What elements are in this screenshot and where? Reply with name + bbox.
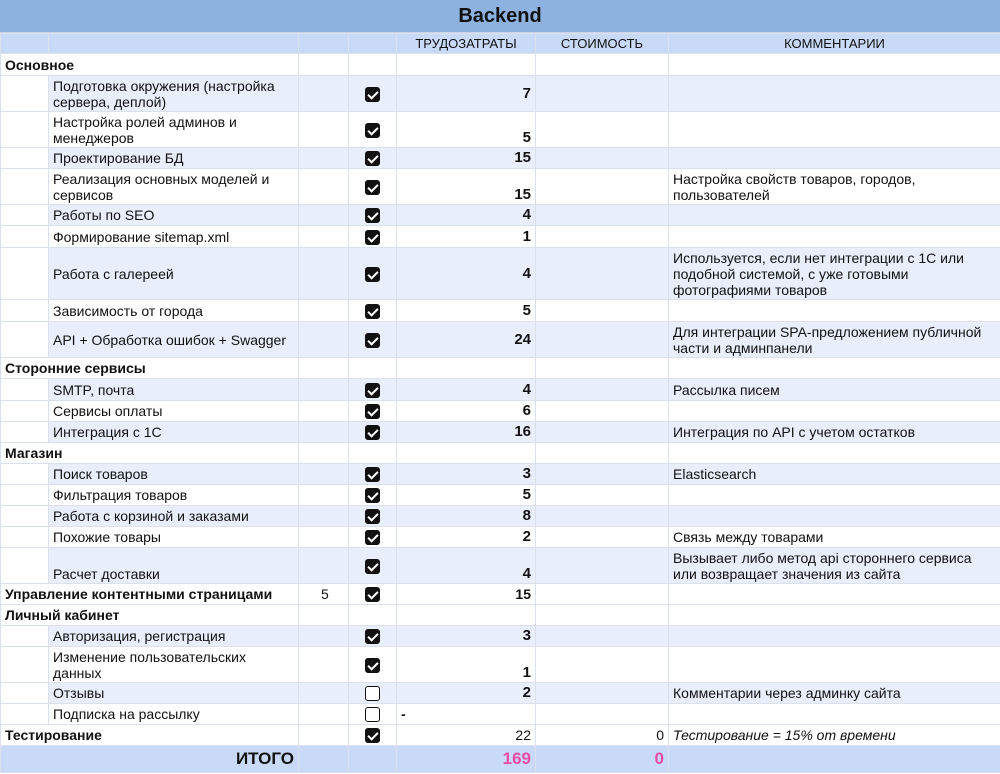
task-comment[interactable] [669, 647, 1000, 683]
task-hours[interactable]: 15 [397, 148, 536, 169]
task-comment[interactable]: Комментарии через админку сайта [669, 683, 1000, 704]
table-row [1, 485, 1000, 506]
table-row [1, 422, 1000, 443]
header-row [1, 34, 1000, 54]
checkbox-checked[interactable] [365, 559, 380, 574]
task-hours[interactable]: 4 [397, 379, 536, 401]
task-name[interactable]: Реализация основных моделей и сервисов [49, 169, 299, 205]
task-name[interactable]: Работа с корзиной и заказами [49, 506, 299, 527]
checkbox-checked[interactable] [365, 304, 380, 319]
checkbox-checked[interactable] [365, 230, 380, 245]
task-name[interactable]: Подготовка окружения (настройка сервера, деплой) [49, 76, 299, 112]
task-hours[interactable]: 2 [397, 527, 536, 548]
task-comment[interactable] [669, 76, 1000, 112]
table-row [1, 683, 1000, 704]
task-hours[interactable]: 8 [397, 506, 536, 527]
checkbox-checked[interactable] [365, 587, 380, 602]
checkbox-checked[interactable] [365, 267, 380, 282]
table-row [1, 548, 1000, 584]
task-hours[interactable]: 5 [397, 485, 536, 506]
task-hours[interactable]: 1 [397, 226, 536, 248]
pages-count[interactable]: 5 [299, 584, 349, 605]
checkbox-checked[interactable] [365, 467, 380, 482]
task-name[interactable]: Сервисы оплаты [49, 401, 299, 422]
task-comment[interactable] [669, 112, 1000, 148]
table-row [1, 379, 1000, 401]
checkbox-checked[interactable] [365, 658, 380, 673]
total-cost[interactable]: 0 [536, 746, 669, 773]
table-row [1, 647, 1000, 683]
header-comments[interactable]: КОММЕНТАРИИ [669, 34, 1000, 54]
task-hours[interactable]: 16 [397, 422, 536, 443]
checkbox-checked[interactable] [365, 425, 380, 440]
task-name[interactable]: Формирование sitemap.xml [49, 226, 299, 248]
task-comment[interactable]: Используется, если нет интеграции с 1С или подобной системой, с уже готовыми фотографиями товаров [669, 248, 1000, 300]
task-name[interactable]: Работа с галереей [49, 248, 299, 300]
task-name[interactable]: Отзывы [49, 683, 299, 704]
task-name[interactable]: Работы по SEO [49, 205, 299, 226]
task-hours[interactable]: 2 [397, 683, 536, 704]
table-row [1, 226, 1000, 248]
checkbox-checked[interactable] [365, 509, 380, 524]
section-row [1, 584, 1000, 605]
checkbox-checked[interactable] [365, 123, 380, 138]
checkbox-checked[interactable] [365, 728, 380, 743]
checkbox-checked[interactable] [365, 383, 380, 398]
section-row [1, 443, 1000, 464]
checkbox-checked[interactable] [365, 404, 380, 419]
task-hours[interactable]: 6 [397, 401, 536, 422]
section-row [1, 358, 1000, 379]
section-title[interactable]: Личный кабинет [1, 605, 299, 626]
table-row [1, 205, 1000, 226]
checkbox-checked[interactable] [365, 180, 380, 195]
task-name[interactable]: Поиск товаров [49, 464, 299, 485]
table-row [1, 527, 1000, 548]
estimate-table [0, 33, 1000, 773]
task-hours[interactable]: 1 [397, 647, 536, 683]
checkbox-checked[interactable] [365, 530, 380, 545]
testing-cost[interactable]: 0 [536, 725, 669, 746]
checkbox-checked[interactable] [365, 208, 380, 223]
task-comment[interactable]: Вызывает либо метод api стороннего сервиса или возвращает значения из сайта [669, 548, 1000, 584]
table-row [1, 506, 1000, 527]
task-hours[interactable]: 15 [397, 584, 536, 605]
task-hours[interactable]: 5 [397, 112, 536, 148]
task-name[interactable]: Подписка на рассылку [49, 704, 299, 725]
task-comment[interactable] [669, 626, 1000, 647]
task-comment[interactable] [669, 704, 1000, 725]
task-comment[interactable]: Рассылка писем [669, 379, 1000, 401]
task-comment[interactable]: Настройка свойств товаров, городов, пользователей [669, 169, 1000, 205]
task-hours[interactable]: 15 [397, 169, 536, 205]
task-name[interactable]: Изменение пользовательских данных [49, 647, 299, 683]
task-hours[interactable]: 3 [397, 626, 536, 647]
checkbox-unchecked[interactable] [365, 686, 380, 701]
task-hours[interactable]: 4 [397, 205, 536, 226]
testing-hours[interactable]: 22 [397, 725, 536, 746]
task-name[interactable]: Интеграция с 1С [49, 422, 299, 443]
total-label: ИТОГО [1, 746, 299, 773]
task-name[interactable]: Фильтрация товаров [49, 485, 299, 506]
task-comment[interactable]: Для интеграции SPA-предложением публичной части и админпанели [669, 322, 1000, 358]
task-comment[interactable] [669, 226, 1000, 248]
section-row [1, 54, 1000, 76]
section-title[interactable]: Управление контентными страницами [1, 584, 299, 605]
section-title[interactable]: Основное [1, 54, 299, 76]
checkbox-checked[interactable] [365, 87, 380, 102]
table-row [1, 401, 1000, 422]
testing-row [1, 725, 1000, 746]
total-hours[interactable]: 169 [397, 746, 536, 773]
checkbox-unchecked[interactable] [365, 707, 380, 722]
checkbox-checked[interactable] [365, 333, 380, 348]
task-comment[interactable]: Elasticsearch [669, 464, 1000, 485]
sheet-title: Backend [0, 0, 1000, 33]
task-hours[interactable]: 5 [397, 300, 536, 322]
task-comment[interactable] [669, 205, 1000, 226]
header-cost[interactable]: СТОИМОСТЬ [536, 34, 669, 54]
task-comment[interactable]: Связь между товарами [669, 527, 1000, 548]
task-hours[interactable]: 7 [397, 76, 536, 112]
task-comment[interactable] [669, 300, 1000, 322]
table-row [1, 464, 1000, 485]
checkbox-checked[interactable] [365, 629, 380, 644]
task-hours[interactable]: 4 [397, 548, 536, 584]
task-comment[interactable] [669, 401, 1000, 422]
task-name[interactable]: Авторизация, регистрация [49, 626, 299, 647]
task-hours[interactable]: - [397, 704, 536, 725]
task-hours[interactable]: 3 [397, 464, 536, 485]
task-name[interactable]: Настройка ролей админов и менеджеров [49, 112, 299, 148]
checkbox-checked[interactable] [365, 151, 380, 166]
total-row [1, 746, 1000, 773]
table-row [1, 704, 1000, 725]
table-row [1, 169, 1000, 205]
task-comment[interactable]: Интеграция по API с учетом остатков [669, 422, 1000, 443]
checkbox-checked[interactable] [365, 488, 380, 503]
section-title[interactable]: Тестирование [1, 725, 299, 746]
table-row [1, 248, 1000, 300]
section-row [1, 605, 1000, 626]
task-name[interactable]: API + Обработка ошибок + Swagger [49, 322, 299, 358]
task-comment[interactable] [669, 506, 1000, 527]
table-row [1, 626, 1000, 647]
task-name[interactable]: Расчет доставки [49, 548, 299, 584]
section-title[interactable]: Магазин [1, 443, 299, 464]
table-row [1, 76, 1000, 112]
task-name[interactable]: Зависимость от города [49, 300, 299, 322]
task-hours[interactable]: 24 [397, 322, 536, 358]
task-name[interactable]: SMTP, почта [49, 379, 299, 401]
testing-comment[interactable]: Тестирование = 15% от времени [669, 725, 1000, 746]
table-row [1, 148, 1000, 169]
task-name[interactable]: Проектирование БД [49, 148, 299, 169]
task-comment[interactable] [669, 148, 1000, 169]
table-row [1, 300, 1000, 322]
section-title[interactable]: Сторонние сервисы [1, 358, 299, 379]
header-hours[interactable]: ТРУДОЗАТРАТЫ [397, 34, 536, 54]
table-row [1, 322, 1000, 358]
task-name[interactable]: Похожие товары [49, 527, 299, 548]
task-hours[interactable]: 4 [397, 248, 536, 300]
task-comment[interactable] [669, 485, 1000, 506]
table-row [1, 112, 1000, 148]
